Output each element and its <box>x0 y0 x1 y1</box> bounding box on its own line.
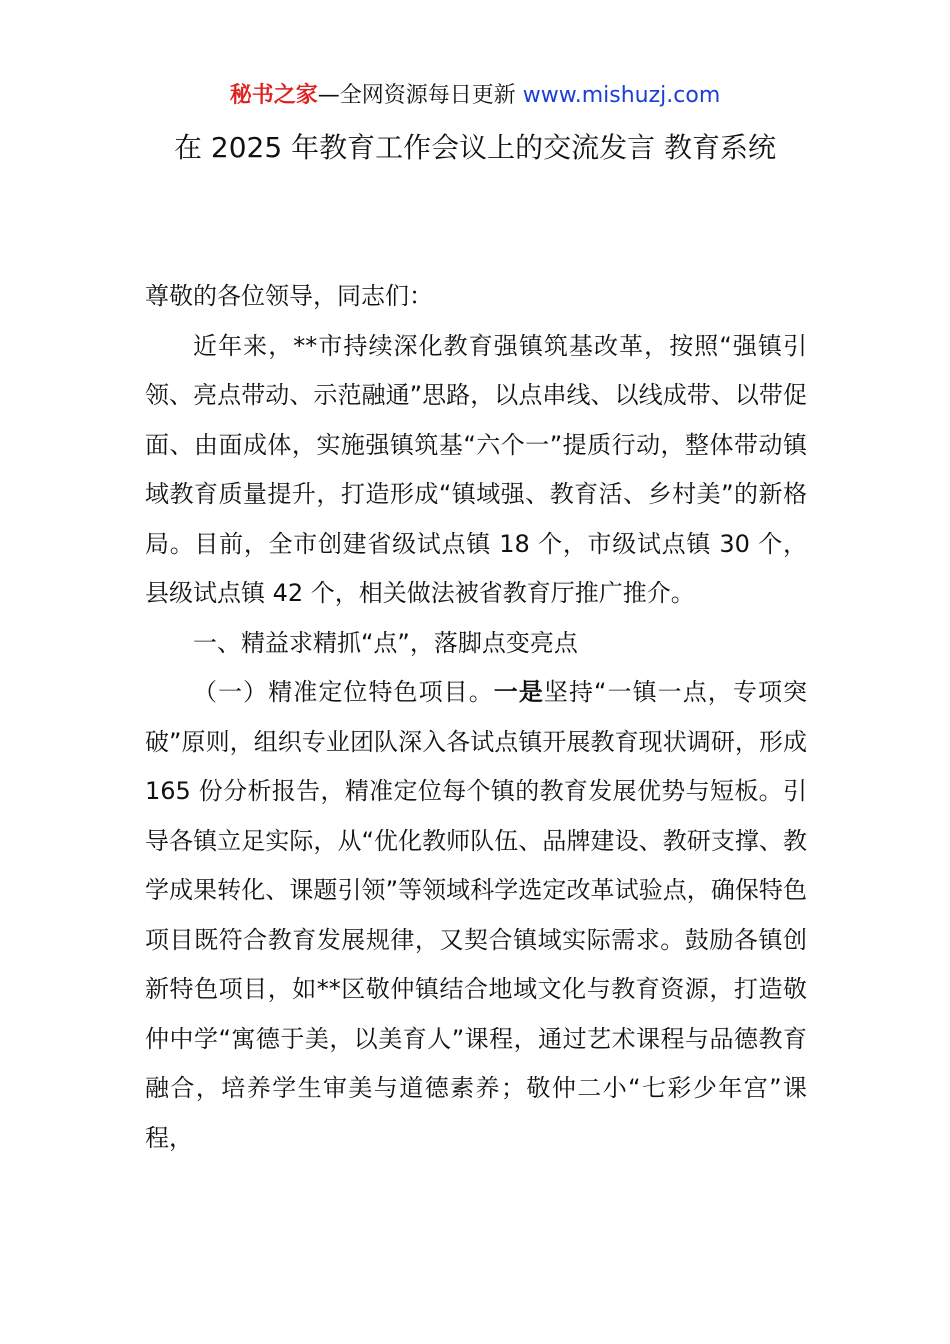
site-url[interactable]: www.mishuzj.com <box>522 83 721 108</box>
site-tagline: —全网资源每日更新 <box>317 83 523 108</box>
document-body <box>145 272 807 1163</box>
section-heading: 一、精益求精抓“点”，落脚点变亮点 <box>193 628 578 657</box>
subsection-text: 坚持“一镇一点，专项突破”原则，组织专业团队深入各试点镇开展教育现状调研，形成 165 份分析报告，精准定位每个镇的教育发展优势与短板。引导各镇立足实际，从“优化教师队伍、品牌建设、教研支撑、教学成果转化、课题引领”等领域科学选定改革试验点，确保特色项目既符合教育发展规律，又契合镇域实际需求。鼓励各镇创新特色项目，如**区敬仲镇结合地域文化与教育资源，打造敬仲中学“寓德于美，以美育人”课程，通过艺术课程与品德教育融合，培养学生审美与道德素养；敬仲二小“七彩少年宫”课程， <box>145 678 808 1152</box>
site-brand: 秘书之家 <box>229 83 318 108</box>
subsection-title: （一）精准定位特色项目。 <box>193 678 494 706</box>
emphasis-first: 一是 <box>493 678 544 706</box>
site-header <box>0 80 950 112</box>
paragraph-intro: 近年来，**市持续深化教育强镇筑基改革，按照“强镇引领、亮点带动、示范融通”思路，以点串线、以线成带、以带促面、由面成体，实施强镇筑基“六个一”提质行动，整体带动镇域教育质量提升，打造形成“镇域强、教育活、乡村美”的新格局。目前，全市创建省级试点镇 18 个，市级试点镇 30 个，县级试点镇 42 个，相关做法被省教育厅推广推介。 <box>145 331 807 607</box>
paragraph-subsection-1 <box>145 668 807 1163</box>
document-title: 在 2025 年教育工作会议上的交流发言 教育系统 <box>174 131 776 164</box>
salutation: 尊敬的各位领导，同志们： <box>145 282 433 310</box>
